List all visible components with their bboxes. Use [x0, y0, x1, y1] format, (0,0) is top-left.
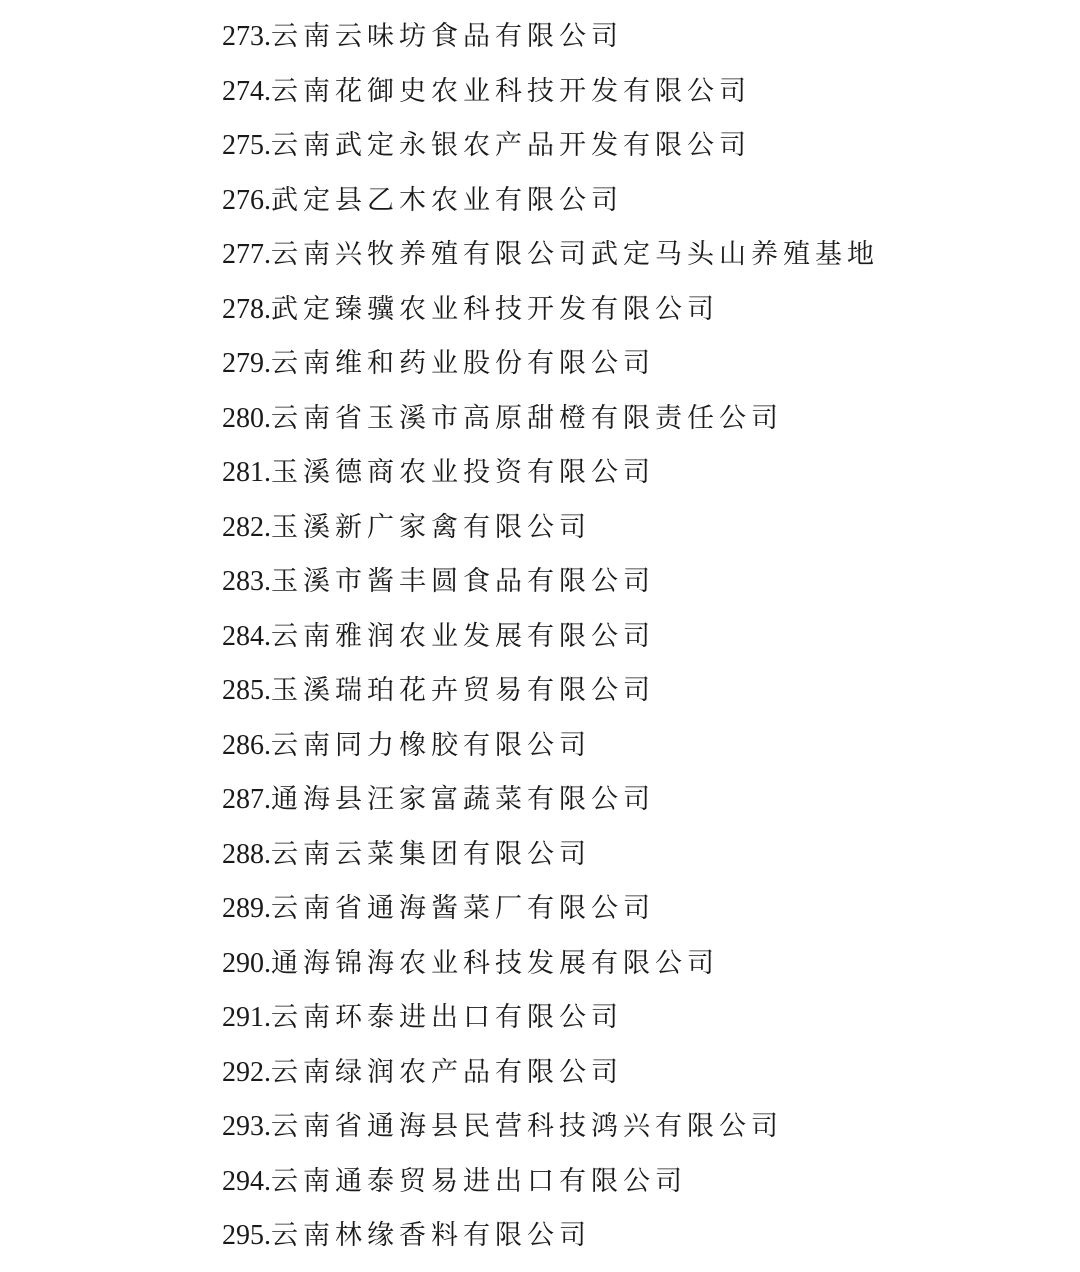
company-name: 云南省通海酱菜厂有限公司 [271, 893, 655, 924]
list-item [222, 776, 879, 831]
entry-number: 282. [222, 511, 271, 543]
list-item [222, 68, 879, 123]
entry-number: 288. [222, 838, 271, 870]
entry-number: 279. [222, 348, 271, 379]
company-name: 云南林缘香料有限公司 [271, 1220, 591, 1251]
entry-number: 278. [222, 293, 271, 325]
entry-number: 291. [222, 1002, 271, 1033]
company-name: 通海锦海农业科技发展有限公司 [271, 947, 719, 979]
company-name: 云南云菜集团有限公司 [271, 838, 591, 870]
list-item [222, 667, 879, 722]
entry-number: 281. [222, 457, 271, 488]
company-name: 云南云味坊食品有限公司 [271, 21, 623, 52]
company-name: 云南同力橡胶有限公司 [271, 729, 591, 761]
entry-number: 274. [222, 75, 271, 107]
entry-number: 280. [222, 402, 271, 434]
company-name: 云南省玉溪市高原甜橙有限责任公司 [271, 402, 783, 434]
entry-number: 284. [222, 620, 271, 652]
company-name: 云南雅润农业发展有限公司 [271, 620, 655, 652]
entry-number: 285. [222, 675, 271, 706]
entry-number: 287. [222, 784, 271, 815]
list-item [222, 286, 879, 341]
company-name: 云南环泰进出口有限公司 [271, 1002, 623, 1033]
list-item [222, 1049, 879, 1104]
company-name: 云南兴牧养殖有限公司武定马头山养殖基地 [271, 239, 879, 270]
company-name: 武定县乙木农业有限公司 [271, 184, 623, 216]
company-name: 玉溪瑞珀花卉贸易有限公司 [271, 675, 655, 706]
list-item [222, 1158, 879, 1213]
entry-number: 295. [222, 1220, 271, 1251]
company-name: 云南维和药业股份有限公司 [271, 348, 655, 379]
company-name: 云南武定永银农产品开发有限公司 [271, 130, 751, 161]
list-item [222, 831, 879, 886]
entry-number: 293. [222, 1111, 271, 1142]
company-name: 云南花御史农业科技开发有限公司 [271, 75, 751, 107]
company-name: 武定臻骥农业科技开发有限公司 [271, 293, 719, 325]
list-item [222, 613, 879, 668]
list-item [222, 1103, 879, 1158]
list-item [222, 940, 879, 995]
entry-number: 273. [222, 21, 271, 52]
entry-number: 276. [222, 184, 271, 216]
list-item [222, 449, 879, 504]
company-name: 通海县汪家富蔬菜有限公司 [271, 784, 655, 815]
list-item [222, 722, 879, 777]
entry-number: 290. [222, 947, 271, 979]
company-name: 云南绿润农产品有限公司 [271, 1056, 623, 1088]
company-name: 云南省通海县民营科技鸿兴有限公司 [271, 1111, 783, 1142]
entry-number: 292. [222, 1056, 271, 1088]
company-name: 玉溪新广家禽有限公司 [271, 511, 591, 543]
list-item [222, 885, 879, 940]
list-item [222, 340, 879, 395]
entry-number: 286. [222, 729, 271, 761]
list-item [222, 1212, 879, 1267]
list-item [222, 558, 879, 613]
entry-number: 289. [222, 893, 271, 924]
list-item [222, 994, 879, 1049]
entry-number: 294. [222, 1165, 271, 1197]
list-item [222, 122, 879, 177]
company-name: 云南通泰贸易进出口有限公司 [271, 1165, 687, 1197]
entry-number: 277. [222, 239, 271, 270]
list-item [222, 395, 879, 450]
company-list [222, 13, 879, 1267]
entry-number: 283. [222, 566, 271, 597]
list-item [222, 177, 879, 232]
list-item [222, 13, 879, 68]
company-name: 玉溪市酱丰圆食品有限公司 [271, 566, 655, 597]
company-name: 玉溪德商农业投资有限公司 [271, 457, 655, 488]
list-item [222, 504, 879, 559]
entry-number: 275. [222, 130, 271, 161]
list-item [222, 231, 879, 286]
